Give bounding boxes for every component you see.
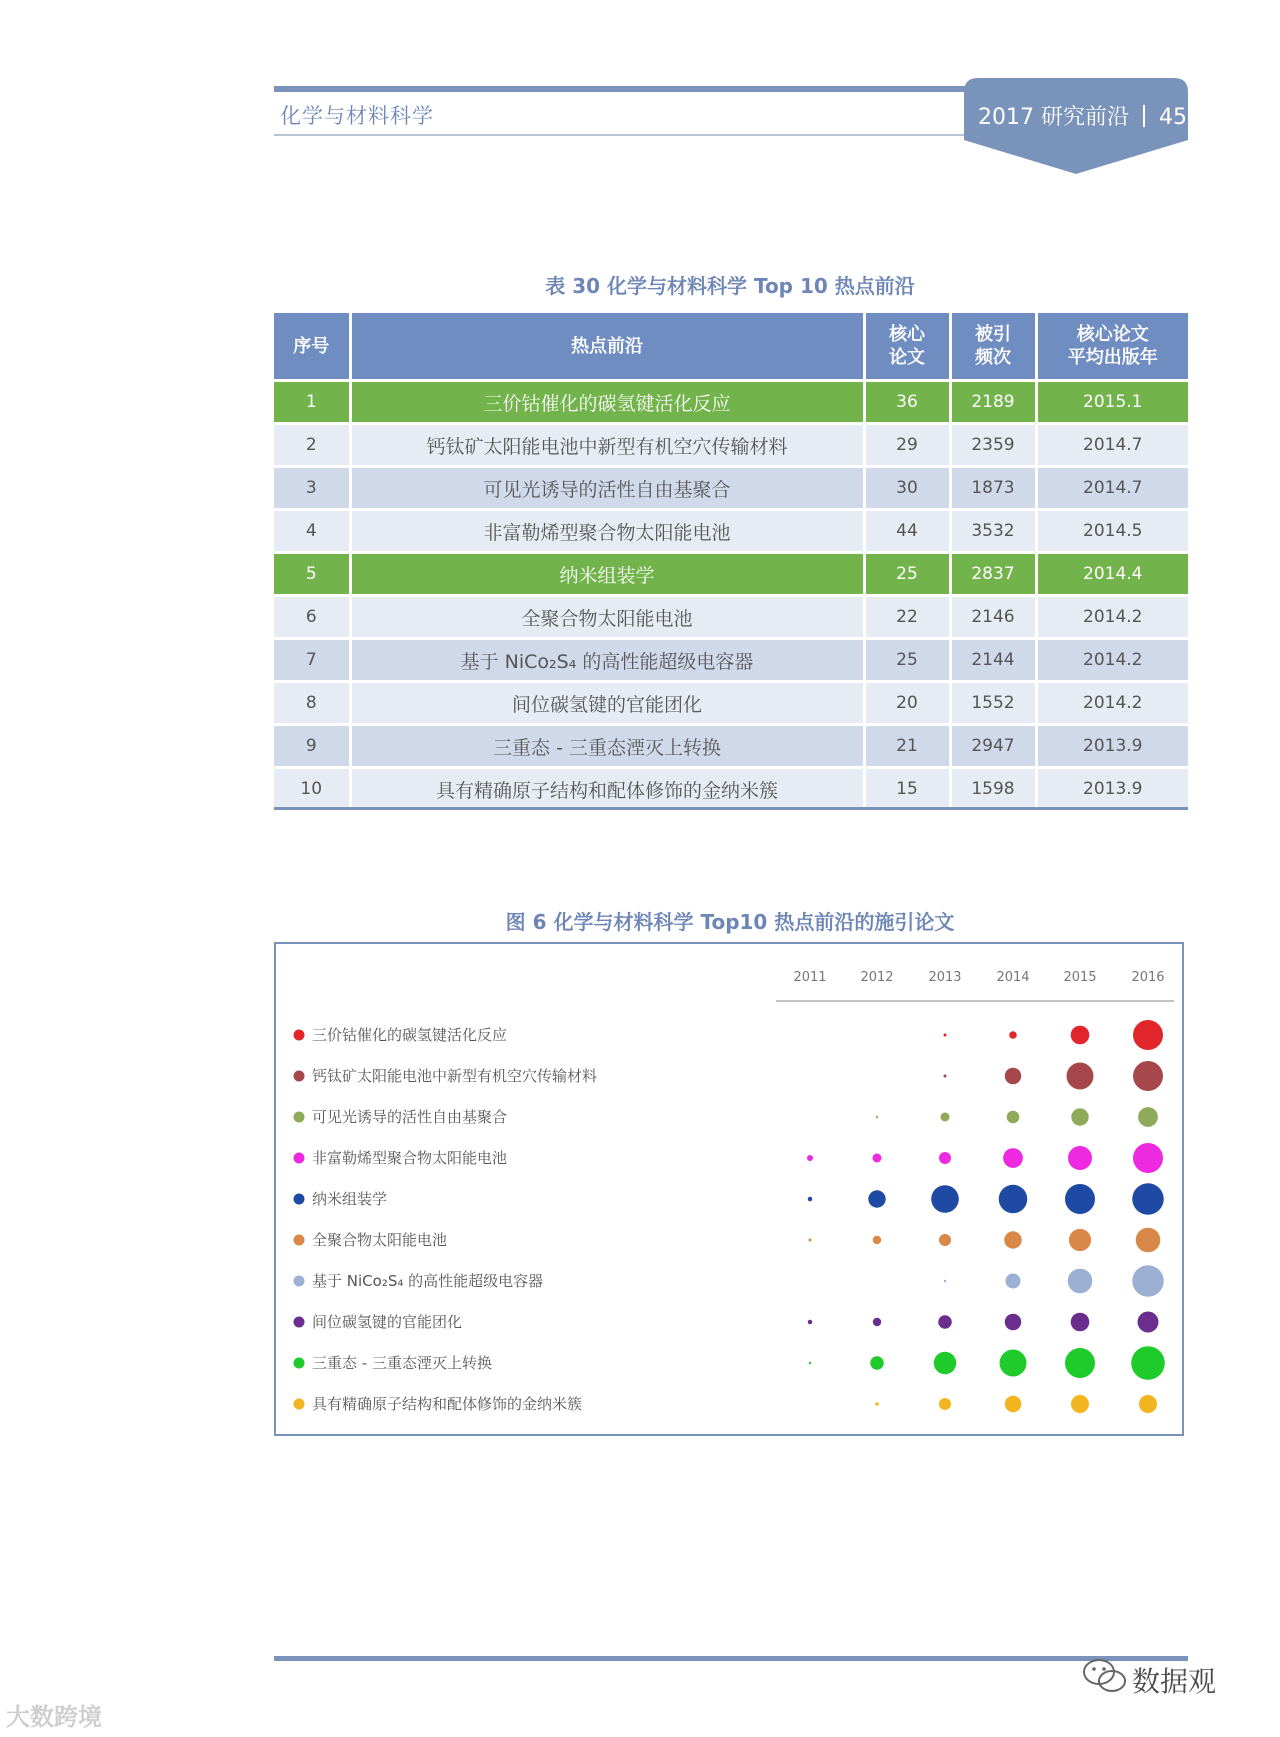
cell-core-papers: 22: [864, 596, 950, 639]
bubble-point: [1068, 1146, 1092, 1170]
col-header-avg-year-line2: 平均出版年: [1067, 347, 1158, 368]
table-row: [274, 381, 1188, 424]
bubble-point: [1131, 1346, 1165, 1380]
cell-avg-year: 2014.2: [1036, 682, 1188, 725]
table-row: [274, 424, 1188, 467]
bubble-point: [941, 1113, 950, 1122]
legend-marker: [294, 1235, 305, 1246]
bubble-point: [931, 1185, 959, 1213]
bubble-point: [1005, 1068, 1022, 1085]
cell-core-papers: 36: [864, 381, 950, 424]
cell-citations: 1598: [950, 768, 1036, 810]
col-header-core-papers-line2: 论文: [889, 347, 925, 368]
bubble-point: [808, 1320, 813, 1325]
bubble-point: [873, 1236, 881, 1244]
cell-topic: 钙钛矿太阳能电池中新型有机空穴传输材料: [350, 424, 864, 467]
bubble-point: [873, 1318, 881, 1326]
cell-citations: 3532: [950, 510, 1036, 553]
legend-label: 间位碳氢键的官能团化: [312, 1313, 463, 1331]
cell-citations: 2146: [950, 596, 1036, 639]
bubble-point: [873, 1154, 882, 1163]
cell-core-papers: 25: [864, 639, 950, 682]
cell-avg-year: 2015.1: [1036, 381, 1188, 424]
cell-core-papers: 29: [864, 424, 950, 467]
legend-marker: [294, 1112, 305, 1123]
cell-topic: 具有精确原子结构和配体修饰的金纳米簇: [350, 768, 864, 810]
bubble-point: [870, 1356, 884, 1370]
legend-marker: [294, 1071, 305, 1082]
bubble-point: [1069, 1229, 1091, 1251]
bubble-point: [1065, 1348, 1095, 1378]
cell-citations: 2359: [950, 424, 1036, 467]
legend-label: 纳米组装学: [312, 1190, 388, 1208]
cell-citations: 2947: [950, 725, 1036, 768]
bubble-point: [1133, 1061, 1163, 1091]
x-tick-label: 2011: [793, 970, 827, 985]
bubble-point: [1068, 1269, 1093, 1294]
legend-marker: [294, 1358, 305, 1369]
col-header-avg-year-line1: 核心论文: [1076, 324, 1149, 345]
cell-topic: 纳米组装学: [350, 553, 864, 596]
table-row: [274, 639, 1188, 682]
bubble-chart: [274, 942, 1184, 1436]
cell-rank: 6: [274, 596, 350, 639]
figure-caption: 图 6 化学与材料科学 Top10 热点前沿的施引论文: [505, 910, 955, 934]
col-header-core-papers-line1: 核心: [889, 324, 925, 345]
legend-marker: [294, 1153, 305, 1164]
col-header-topic: 热点前沿: [350, 313, 864, 381]
section-title: 化学与材料科学: [280, 104, 434, 128]
legend-marker: [294, 1194, 305, 1205]
cell-core-papers: 25: [864, 553, 950, 596]
legend-label: 具有精确原子结构和配体修饰的金纳米簇: [312, 1395, 583, 1413]
cell-rank: 1: [274, 381, 350, 424]
legend-label: 非富勒烯型聚合物太阳能电池: [312, 1149, 508, 1167]
col-header-core-papers: [864, 313, 950, 381]
bubble-point: [868, 1190, 885, 1207]
header-tab-separator: [1143, 105, 1145, 127]
bubble-point: [939, 1234, 951, 1246]
x-tick-label: 2013: [928, 970, 962, 985]
bubble-point: [1132, 1183, 1164, 1215]
bubble-point: [944, 1075, 947, 1078]
cell-avg-year: 2014.5: [1036, 510, 1188, 553]
header-top-rule: [274, 86, 974, 92]
bubble-point: [1138, 1107, 1158, 1127]
cell-topic: 间位碳氢键的官能团化: [350, 682, 864, 725]
bubble-point: [1007, 1111, 1020, 1124]
cell-core-papers: 15: [864, 768, 950, 810]
table-row: [274, 467, 1188, 510]
cell-avg-year: 2013.9: [1036, 725, 1188, 768]
bubble-point: [944, 1034, 947, 1037]
col-header-rank: 序号: [274, 313, 350, 381]
table-row: [274, 725, 1188, 768]
cell-rank: 3: [274, 467, 350, 510]
table-row: [274, 768, 1188, 810]
cell-rank: 4: [274, 510, 350, 553]
bubble-point: [1065, 1184, 1095, 1214]
legend-label: 钙钛矿太阳能电池中新型有机空穴传输材料: [312, 1067, 598, 1085]
legend-marker: [294, 1317, 305, 1328]
cell-avg-year: 2014.7: [1036, 424, 1188, 467]
cell-rank: 8: [274, 682, 350, 725]
table-row: [274, 510, 1188, 553]
bubble-point: [807, 1155, 813, 1161]
bubble-point: [939, 1398, 951, 1410]
bubble-point: [1071, 1026, 1090, 1045]
header-bottom-rule: [274, 134, 974, 136]
cell-rank: 7: [274, 639, 350, 682]
cell-citations: 1873: [950, 467, 1036, 510]
table-row: [274, 553, 1188, 596]
cell-topic: 可见光诱导的活性自由基聚合: [350, 467, 864, 510]
bubble-point: [1003, 1148, 1023, 1168]
cell-citations: 2837: [950, 553, 1036, 596]
bubble-point: [809, 1362, 811, 1364]
col-header-citations: [950, 313, 1036, 381]
bubble-point: [1139, 1395, 1157, 1413]
bubble-point: [934, 1352, 957, 1375]
bubble-point: [1071, 1313, 1090, 1332]
bubble-point: [1005, 1314, 1022, 1331]
bubble-point: [1005, 1396, 1022, 1413]
watermark-right: 数据观: [1132, 1665, 1217, 1698]
hot-fronts-table: [274, 313, 1188, 809]
table-bottom-rule: [274, 807, 1188, 810]
cell-rank: 2: [274, 424, 350, 467]
bubble-point: [1138, 1312, 1159, 1333]
legend-label: 基于 NiCo₂S₄ 的高性能超级电容器: [312, 1272, 544, 1290]
bubble-point: [1133, 1143, 1163, 1173]
page-number: 45: [1158, 105, 1187, 130]
bubble-point: [1133, 1020, 1163, 1050]
watermark-left: 大数跨境: [6, 1703, 102, 1731]
x-tick-label: 2014: [996, 970, 1030, 985]
legend-label: 三价钴催化的碳氢键活化反应: [312, 1026, 508, 1044]
bubble-point: [1000, 1350, 1027, 1377]
cell-core-papers: 30: [864, 467, 950, 510]
x-tick-label: 2012: [860, 970, 894, 985]
cell-topic: 三重态 - 三重态湮灭上转换: [350, 725, 864, 768]
col-header-citations-line2: 频次: [975, 347, 1011, 368]
bubble-point: [938, 1315, 952, 1329]
cell-rank: 10: [274, 768, 350, 810]
bubble-point: [999, 1185, 1028, 1214]
bubble-point: [1132, 1265, 1164, 1297]
cell-topic: 三价钴催化的碳氢键活化反应: [350, 381, 864, 424]
cell-citations: 1552: [950, 682, 1036, 725]
bubble-point: [809, 1239, 812, 1242]
bubble-point: [1004, 1231, 1021, 1248]
cell-topic: 非富勒烯型聚合物太阳能电池: [350, 510, 864, 553]
table-row: [274, 596, 1188, 639]
cell-core-papers: 20: [864, 682, 950, 725]
legend-label: 可见光诱导的活性自由基聚合: [312, 1108, 508, 1126]
footer-rule: [274, 1656, 1188, 1661]
cell-avg-year: 2014.4: [1036, 553, 1188, 596]
wechat-icon: [1082, 1656, 1128, 1696]
cell-avg-year: 2014.2: [1036, 639, 1188, 682]
bubble-point: [1071, 1108, 1088, 1125]
cell-topic: 全聚合物太阳能电池: [350, 596, 864, 639]
bubble-point: [1067, 1063, 1094, 1090]
table-row: [274, 682, 1188, 725]
col-header-avg-year: [1036, 313, 1188, 381]
legend-marker: [294, 1276, 305, 1287]
bubble-point: [1136, 1228, 1161, 1253]
bubble-point: [1009, 1031, 1017, 1039]
legend-label: 全聚合物太阳能电池: [312, 1231, 448, 1249]
report-title: 2017 研究前沿: [978, 105, 1129, 130]
bubble-point: [876, 1116, 878, 1118]
cell-citations: 2189: [950, 381, 1036, 424]
cell-avg-year: 2014.2: [1036, 596, 1188, 639]
cell-core-papers: 44: [864, 510, 950, 553]
bubble-point: [1006, 1274, 1021, 1289]
cell-citations: 2144: [950, 639, 1036, 682]
legend-label: 三重态 - 三重态湮灭上转换: [312, 1354, 492, 1372]
cell-rank: 5: [274, 553, 350, 596]
cell-avg-year: 2014.7: [1036, 467, 1188, 510]
table-caption: 表 30 化学与材料科学 Top 10 热点前沿: [545, 274, 915, 298]
cell-topic: 基于 NiCo₂S₄ 的高性能超级电容器: [350, 639, 864, 682]
col-header-citations-line1: 被引: [975, 324, 1011, 345]
cell-rank: 9: [274, 725, 350, 768]
x-tick-label: 2015: [1063, 970, 1097, 985]
header-tab-text: [978, 100, 1187, 131]
cell-avg-year: 2013.9: [1036, 768, 1188, 810]
x-tick-label: 2016: [1131, 970, 1165, 985]
table-body: [274, 381, 1188, 810]
bubble-point: [1071, 1395, 1089, 1413]
legend-marker: [294, 1399, 305, 1410]
legend-marker: [294, 1030, 305, 1041]
table-header-row: [274, 313, 1188, 381]
bubble-point: [944, 1280, 946, 1282]
bubble-point: [875, 1402, 879, 1406]
bubble-point: [808, 1197, 813, 1202]
cell-core-papers: 21: [864, 725, 950, 768]
bubble-point: [939, 1152, 951, 1164]
